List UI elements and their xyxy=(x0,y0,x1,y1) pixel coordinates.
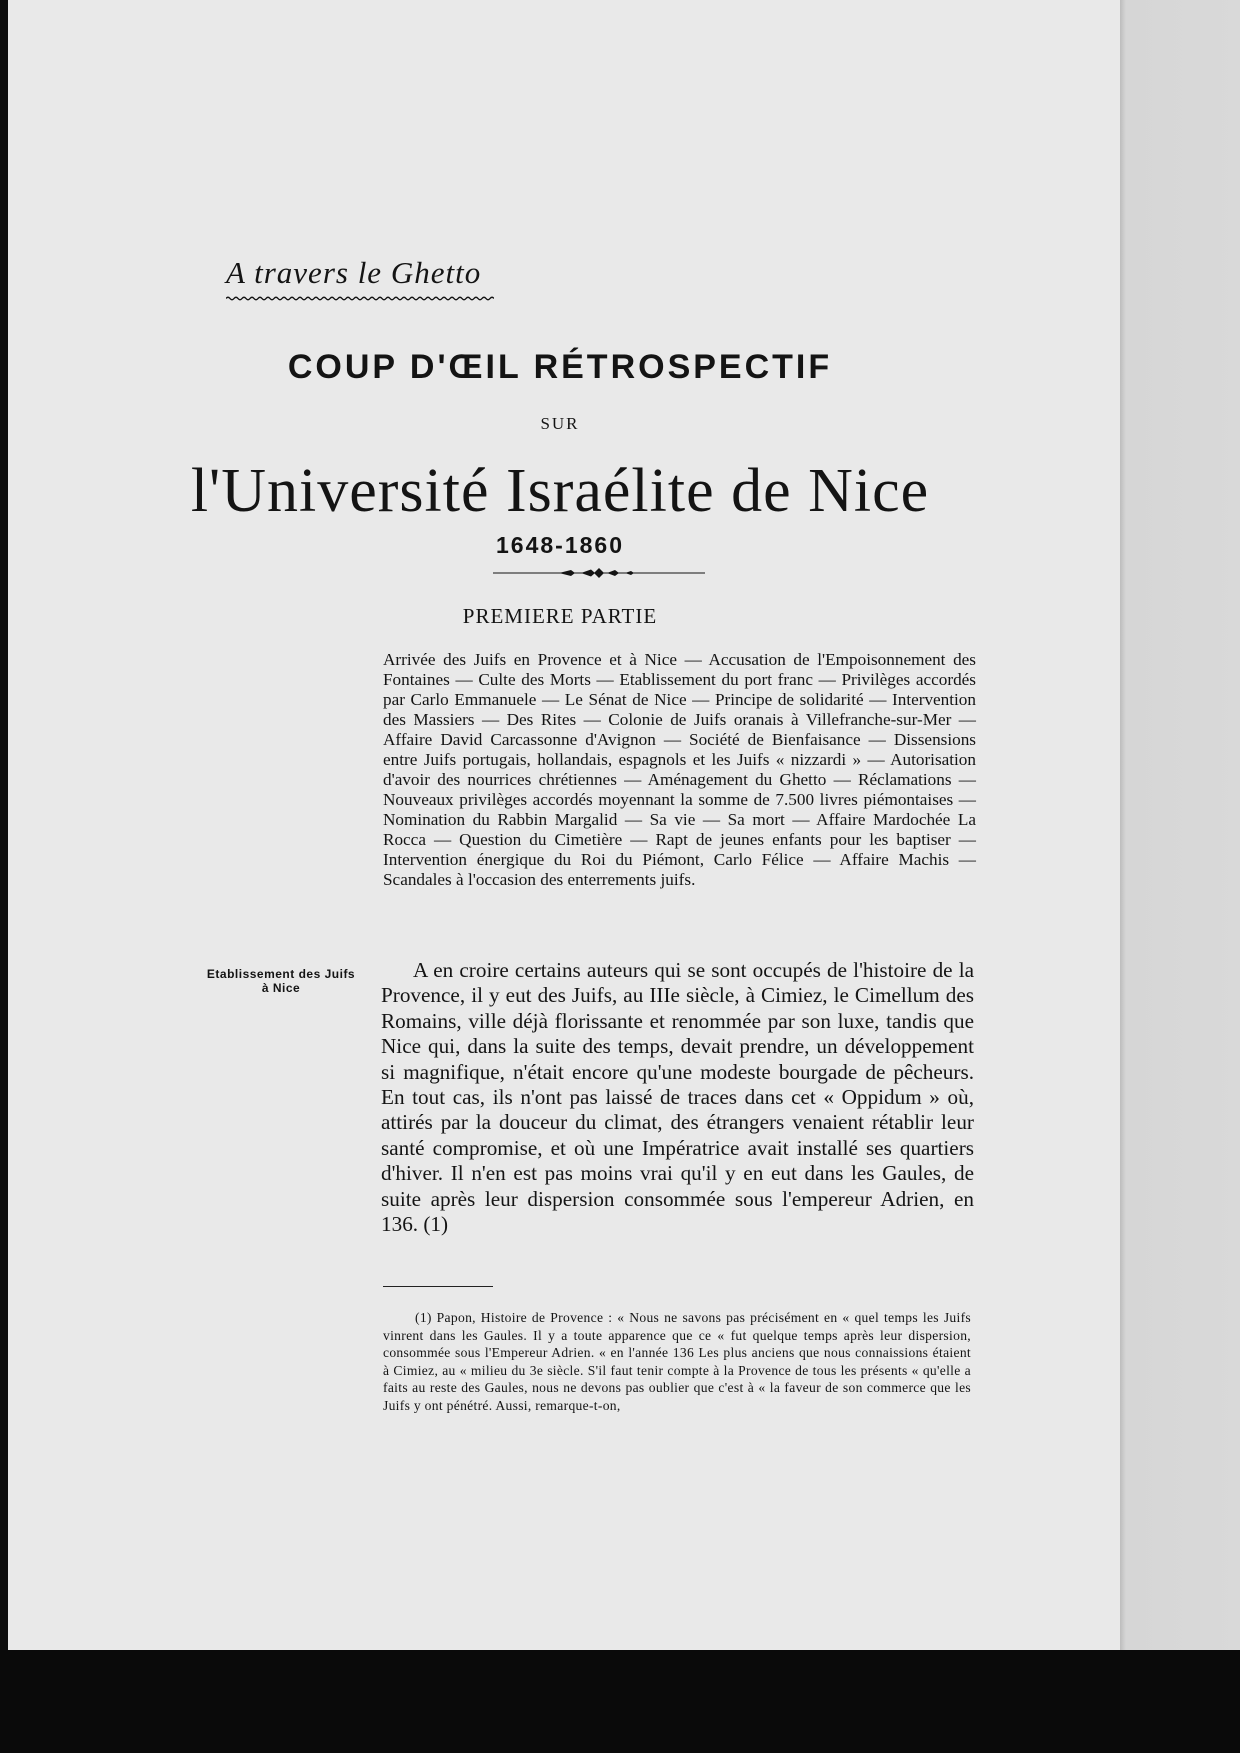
footnote: (1) Papon, Histoire de Provence : « Nous ne savons pas précisément en « quel temps les Juifs vinrent dans les Gaules. Il y a toute apparence que ce « fut quelque temps après leur dispersion, consommée sous l'Empereur Adrien. « en l'année 136 Les plus anciens que nous connaissions étaient à Cimiez, au « milieu du 3e siècle. S'il faut tenir compte à la Provence de tous les présents « qu'elle a faits au reste des Gaules, nous ne devons pas oublier que c'est à « la faveur de son commerce que les Juifs y ont pénétré. Aussi, remarque-t-on, xyxy=(383,1310,971,1413)
section-title: A travers le Ghetto xyxy=(226,255,482,290)
adjacent-page-edge xyxy=(1120,0,1240,1650)
title-connector: SUR xyxy=(540,414,580,433)
footnote-rule xyxy=(383,1286,493,1287)
part-heading: PREMIERE PARTIE xyxy=(462,604,658,628)
wavy-underline xyxy=(226,296,494,301)
ornamental-divider xyxy=(493,566,705,580)
article-title-line1: COUP D'ŒIL RÉTROSPECTIF xyxy=(287,348,833,386)
body-paragraph: A en croire certains auteurs qui se sont occupés de l'histoire de la Provence, il y eut des Juifs, au IIIe siècle, à Cimiez, le Cimellum des Romains, ville déjà florissante et renommée par son luxe, tandis que Nice qui, dans la suite des temps, devait prendre, un développement si magnifique, n'était encore qu'une modeste bourgade de pêcheurs. En tout cas, ils n'ont pas laissé de traces dans cet « Oppidum » où, attirés par la douceur du climat, des étrangers venaient rétablir leur santé compromise, et où une Impératrice avait installé ses quartiers d'hiver. Il n'en est pas moins vrai qu'il y en eut dans les Gaules, de suite après leur dispersion consommée sous l'empereur Adrien, en 136. (1) xyxy=(381,958,974,1237)
date-range: 1648-1860 xyxy=(496,532,624,558)
scan-border xyxy=(0,1650,1240,1753)
chapter-summary: Arrivée des Juifs en Provence et à Nice — Accusation de l'Empoisonnement des Fontaines — Culte des Morts — Etablissement du port franc — Privilèges accordés par Carlo Emmanuele — Le Sénat de Nice — Principe de solidarité — Intervention des Massiers — Des Rites — Colonie de Juifs oranais à Villefranche-sur-Mer — Affaire David Carcassonne d'Avignon — Société de Bienfaisance — Dissensions entre Juifs portugais, hollandais, espagnols et les Juifs « nizzardi » — Autorisation d'avoir des nourrices chrétiennes — Aménagement du Ghetto — Réclamations — Nouveaux privilèges accordés moyennant la somme de 7.500 livres piémontaises — Nomination du Rabbin Margalid — Sa vie — Sa mort — Affaire Mardochée La Rocca — Question du Cimetière — Rapt de jeunes enfants pour les baptiser — Intervention énergique du Roi du Piémont, Carlo Félice — Affaire Machis — Scandales à l'occasion des enterrements juifs. xyxy=(383,650,976,889)
marginal-note xyxy=(186,967,376,995)
marginal-note-line2: à Nice xyxy=(261,981,301,995)
article-main-title: l'Université Israélite de Nice xyxy=(190,457,930,525)
marginal-note-line1: Etablissement des Juifs xyxy=(206,967,356,981)
